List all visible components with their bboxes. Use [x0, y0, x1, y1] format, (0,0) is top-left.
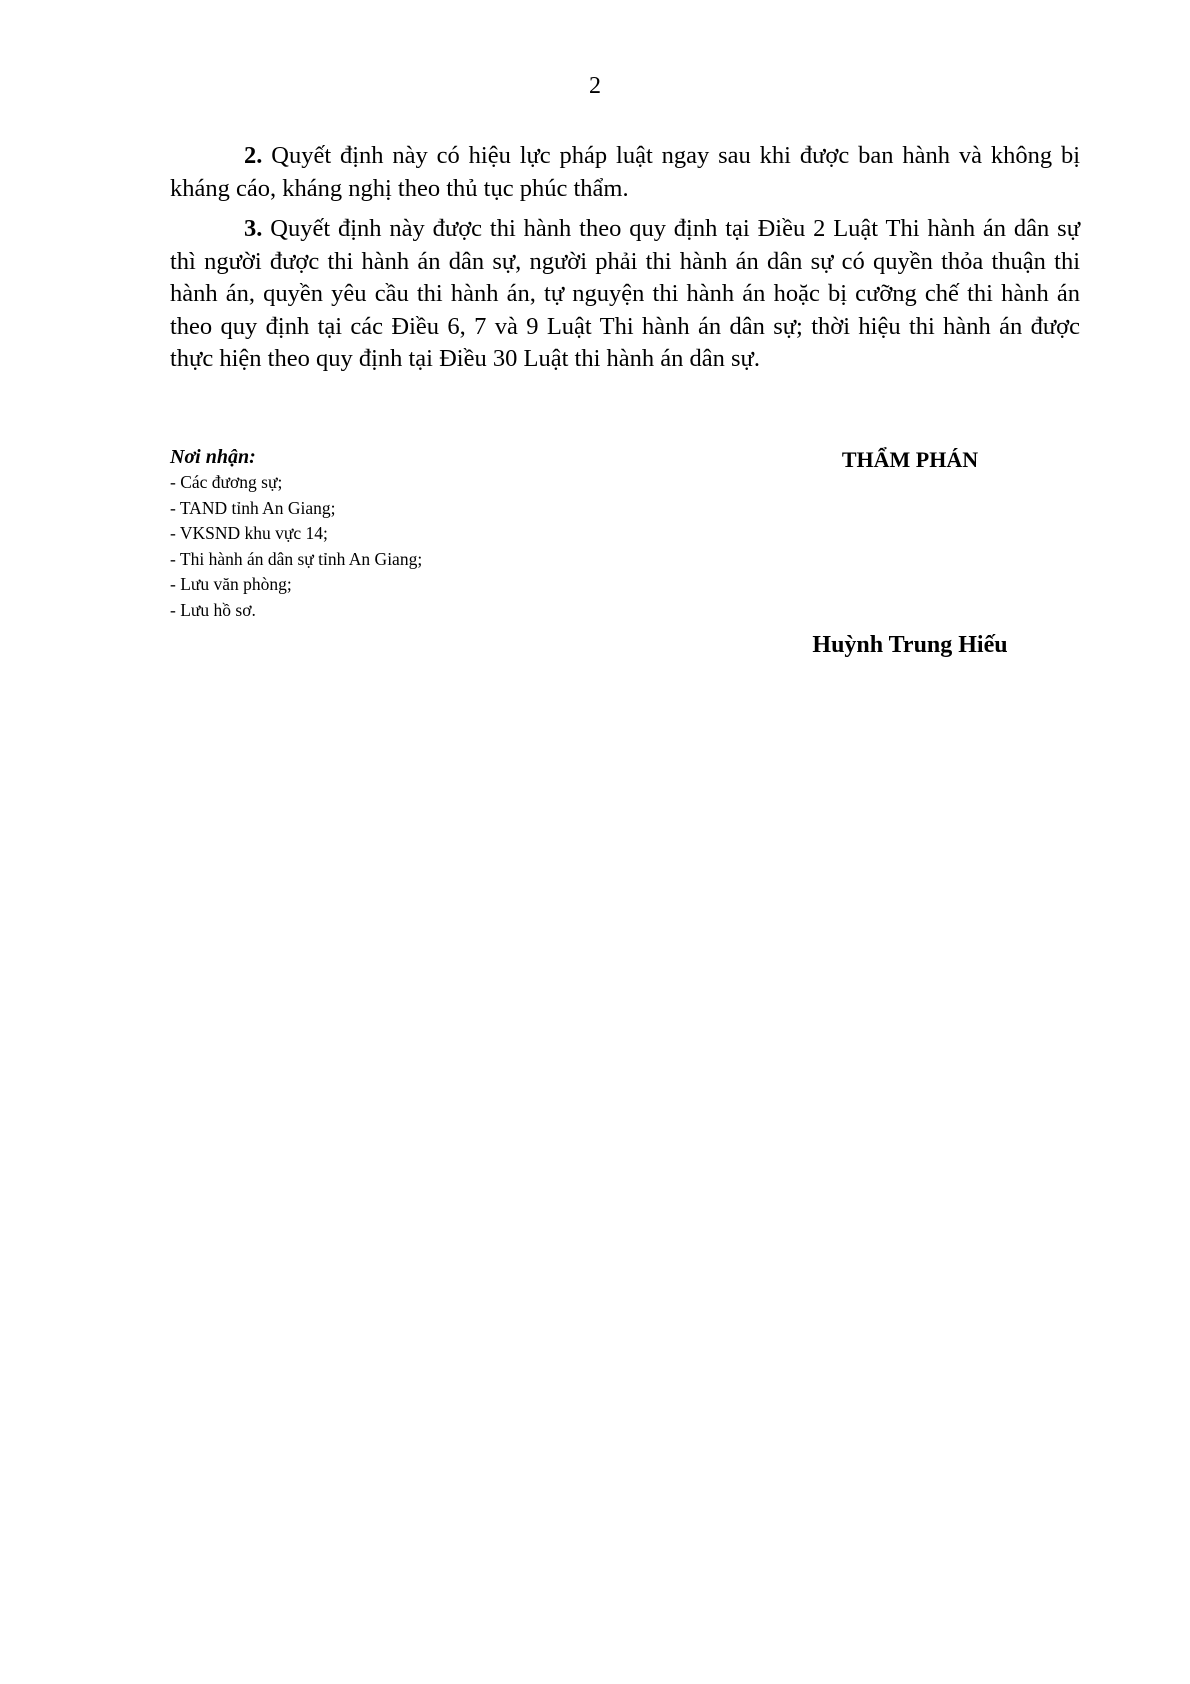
recipients-list [170, 470, 590, 623]
recipient-item: - Thi hành án dân sự tỉnh An Giang; [170, 548, 423, 569]
recipients-title: Nơi nhận: [170, 446, 256, 468]
recipient-item: - Các đương sự; [170, 472, 283, 492]
recipient-item: - VKSND khu vực 14; [170, 523, 328, 543]
paragraph-text: Quyết định này có hiệu lực pháp luật ngay sau khi được ban hành và không bị kháng cáo, kháng nghị theo thủ tục phúc thẩm. [170, 142, 1080, 202]
recipients-block [170, 444, 590, 623]
paragraph-text: Quyết định này được thi hành theo quy định tại Điều 2 Luật Thi hành án dân sự thì người được thi hành án dân sự, người phải thi hành án dân sự có quyền thỏa thuận thi hành án, quyền yêu cầu thi hành án, tự nguyện thi hành án hoặc bị cưỡng chế thi hành án theo quy định tại các Điều 6, 7 và 9 Luật Thi hành án dân sự; thời hiệu thi hành án được thực hiện theo quy định tại Điều 30 Luật thi hành án dân sự. [170, 215, 1080, 372]
recipient-item: - TAND tỉnh An Giang; [170, 497, 336, 518]
paragraph-number: 2. [244, 142, 263, 169]
recipient-item: - Lưu hồ sơ. [170, 599, 256, 620]
paragraph-number: 3. [244, 215, 263, 242]
signer-name: Huỳnh Trung Hiếu [812, 632, 1008, 658]
signer-title: THẨM PHÁN [841, 447, 979, 472]
page-number: 2 [589, 73, 601, 99]
paragraph-3 [170, 213, 1080, 376]
decision-body [170, 140, 1080, 384]
paragraph-2 [170, 140, 1080, 205]
recipient-item: - Lưu văn phòng; [170, 574, 292, 594]
